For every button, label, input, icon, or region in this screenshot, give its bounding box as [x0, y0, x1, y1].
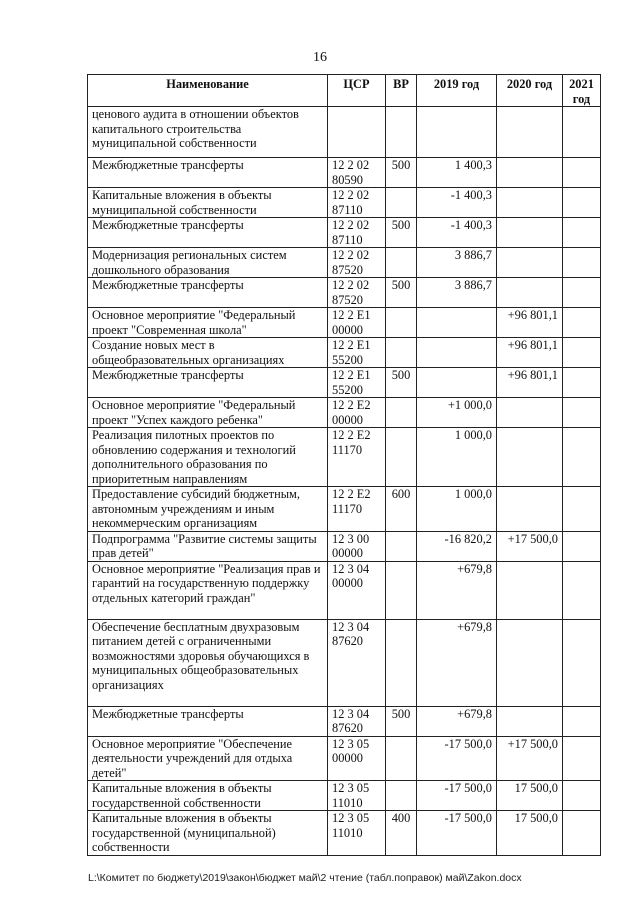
cell-y2021	[563, 188, 601, 218]
cell-y2020	[497, 218, 563, 248]
cell-y2019	[417, 338, 497, 368]
cell-y2021	[563, 531, 601, 561]
cell-csr: 12 3 04 87620	[328, 706, 386, 736]
cell-y2021	[563, 278, 601, 308]
cell-y2019: 1 400,3	[417, 158, 497, 188]
cell-y2020: +17 500,0	[497, 736, 563, 781]
cell-y2019: -17 500,0	[417, 811, 497, 856]
cell-csr: 12 3 00 00000	[328, 531, 386, 561]
cell-y2021	[563, 487, 601, 532]
cell-y2020: +17 500,0	[497, 531, 563, 561]
cell-y2019	[417, 107, 497, 158]
cell-y2020	[497, 248, 563, 278]
cell-csr: 12 2 Е1 55200	[328, 368, 386, 398]
cell-vr: 400	[386, 811, 417, 856]
cell-csr: 12 3 05 11010	[328, 811, 386, 856]
cell-y2019: 3 886,7	[417, 248, 497, 278]
cell-y2020	[497, 619, 563, 706]
cell-y2021	[563, 736, 601, 781]
cell-vr: 500	[386, 278, 417, 308]
cell-y2020	[497, 398, 563, 428]
table-row	[88, 428, 601, 487]
cell-csr: 12 2 Е1 00000	[328, 308, 386, 338]
cell-name: Капитальные вложения в объекты муниципальной собственности	[88, 188, 328, 218]
cell-name: Реализация пилотных проектов по обновлению содержания и технологий дополнительного образования по приоритетным направлениям	[88, 428, 328, 487]
cell-vr	[386, 428, 417, 487]
cell-csr: 12 2 Е2 11170	[328, 428, 386, 487]
cell-y2019: -17 500,0	[417, 781, 497, 811]
cell-y2021	[563, 158, 601, 188]
cell-vr: 500	[386, 218, 417, 248]
cell-y2021	[563, 368, 601, 398]
cell-y2021	[563, 561, 601, 619]
cell-y2020	[497, 107, 563, 158]
cell-vr: 500	[386, 368, 417, 398]
cell-vr	[386, 561, 417, 619]
cell-name: Межбюджетные трансферты	[88, 368, 328, 398]
table-row	[88, 107, 601, 158]
cell-y2021	[563, 398, 601, 428]
cell-y2020	[497, 561, 563, 619]
cell-vr	[386, 188, 417, 218]
table-row	[88, 487, 601, 532]
cell-name: Межбюджетные трансферты	[88, 278, 328, 308]
cell-y2021	[563, 248, 601, 278]
table-row	[88, 811, 601, 856]
footer-file-path: L:\Комитет по бюджету\2019\закон\бюджет май\2 чтение (табл.поправок) май\Zakon.docx	[88, 872, 522, 884]
cell-y2020	[497, 706, 563, 736]
header-2020: 2020 год	[497, 75, 563, 107]
cell-vr: 500	[386, 706, 417, 736]
cell-csr: 12 2 02 80590	[328, 158, 386, 188]
cell-y2020	[497, 158, 563, 188]
table-row	[88, 531, 601, 561]
header-csr: ЦСР	[328, 75, 386, 107]
cell-y2019: +1 000,0	[417, 398, 497, 428]
cell-y2020: +96 801,1	[497, 368, 563, 398]
cell-name: Предоставление субсидий бюджетным, автономным учреждениям и иным некоммерческим организациям	[88, 487, 328, 532]
table-row	[88, 398, 601, 428]
cell-y2019	[417, 368, 497, 398]
cell-y2021	[563, 619, 601, 706]
cell-y2020: +96 801,1	[497, 308, 563, 338]
budget-table	[87, 74, 601, 856]
cell-y2019: -1 400,3	[417, 188, 497, 218]
cell-csr: 12 3 04 00000	[328, 561, 386, 619]
table-row	[88, 781, 601, 811]
cell-y2021	[563, 706, 601, 736]
cell-vr	[386, 619, 417, 706]
cell-csr: 12 2 Е1 55200	[328, 338, 386, 368]
cell-name: Модернизация региональных систем дошкольного образования	[88, 248, 328, 278]
cell-vr	[386, 736, 417, 781]
header-name: Наименование	[88, 75, 328, 107]
table-row	[88, 218, 601, 248]
cell-csr: 12 3 05 00000	[328, 736, 386, 781]
cell-name: Капитальные вложения в объекты государственной (муниципальной) собственности	[88, 811, 328, 856]
cell-name: Капитальные вложения в объекты государственной собственности	[88, 781, 328, 811]
cell-y2019: +679,8	[417, 561, 497, 619]
cell-name: Подпрограмма "Развитие системы защиты прав детей"	[88, 531, 328, 561]
cell-name: Основное мероприятие "Обеспечение деятельности учреждений для отдыха детей"	[88, 736, 328, 781]
cell-y2021	[563, 811, 601, 856]
cell-y2021	[563, 338, 601, 368]
cell-csr: 12 2 02 87110	[328, 188, 386, 218]
cell-vr	[386, 398, 417, 428]
cell-y2020	[497, 278, 563, 308]
cell-y2021	[563, 428, 601, 487]
cell-vr: 600	[386, 487, 417, 532]
cell-y2019: -1 400,3	[417, 218, 497, 248]
cell-y2019: -16 820,2	[417, 531, 497, 561]
table-row	[88, 368, 601, 398]
header-2021: 2021 год	[563, 75, 601, 107]
table-row	[88, 736, 601, 781]
cell-csr: 12 2 02 87520	[328, 278, 386, 308]
header-vr: ВР	[386, 75, 417, 107]
table-row	[88, 338, 601, 368]
cell-y2020	[497, 428, 563, 487]
cell-y2020: 17 500,0	[497, 811, 563, 856]
cell-y2019: +679,8	[417, 619, 497, 706]
cell-vr	[386, 308, 417, 338]
table-row	[88, 706, 601, 736]
cell-y2020	[497, 487, 563, 532]
table-row	[88, 158, 601, 188]
cell-csr: 12 2 02 87520	[328, 248, 386, 278]
cell-name: Межбюджетные трансферты	[88, 706, 328, 736]
cell-y2019: 1 000,0	[417, 487, 497, 532]
header-2019: 2019 год	[417, 75, 497, 107]
cell-csr	[328, 107, 386, 158]
cell-y2019: +679,8	[417, 706, 497, 736]
page-number: 16	[313, 50, 327, 65]
cell-csr: 12 2 02 87110	[328, 218, 386, 248]
cell-vr	[386, 338, 417, 368]
cell-csr: 12 3 05 11010	[328, 781, 386, 811]
cell-y2021	[563, 107, 601, 158]
table-row	[88, 308, 601, 338]
cell-name: Обеспечение бесплатным двухразовым питанием детей с ограниченными возможностями здоровья обучающихся в муниципальных общеобразовательных организациях	[88, 619, 328, 706]
cell-name: Создание новых мест в общеобразовательных организациях	[88, 338, 328, 368]
table-row	[88, 248, 601, 278]
cell-y2019	[417, 308, 497, 338]
cell-y2020	[497, 188, 563, 218]
cell-y2020: 17 500,0	[497, 781, 563, 811]
cell-y2019: 3 886,7	[417, 278, 497, 308]
cell-name: Межбюджетные трансферты	[88, 158, 328, 188]
cell-y2021	[563, 308, 601, 338]
cell-vr: 500	[386, 158, 417, 188]
table-row	[88, 619, 601, 706]
cell-y2021	[563, 781, 601, 811]
cell-y2020: +96 801,1	[497, 338, 563, 368]
table-header-row	[88, 75, 601, 107]
cell-name: Межбюджетные трансферты	[88, 218, 328, 248]
cell-name: ценового аудита в отношении объектов капитального строительства муниципальной собственности	[88, 107, 328, 158]
cell-vr	[386, 107, 417, 158]
cell-csr: 12 3 04 87620	[328, 619, 386, 706]
cell-vr	[386, 248, 417, 278]
cell-name: Основное мероприятие "Федеральный проект "Успех каждого ребенка"	[88, 398, 328, 428]
table-row	[88, 561, 601, 619]
cell-name: Основное мероприятие "Федеральный проект "Современная школа"	[88, 308, 328, 338]
cell-csr: 12 2 Е2 11170	[328, 487, 386, 532]
table-row	[88, 278, 601, 308]
cell-csr: 12 2 Е2 00000	[328, 398, 386, 428]
table-row	[88, 188, 601, 218]
cell-vr	[386, 531, 417, 561]
cell-y2019: -17 500,0	[417, 736, 497, 781]
table-body	[88, 107, 601, 856]
cell-name: Основное мероприятие "Реализация прав и гарантий на государственную поддержку отдельных категорий граждан"	[88, 561, 328, 619]
cell-y2019: 1 000,0	[417, 428, 497, 487]
cell-vr	[386, 781, 417, 811]
cell-y2021	[563, 218, 601, 248]
